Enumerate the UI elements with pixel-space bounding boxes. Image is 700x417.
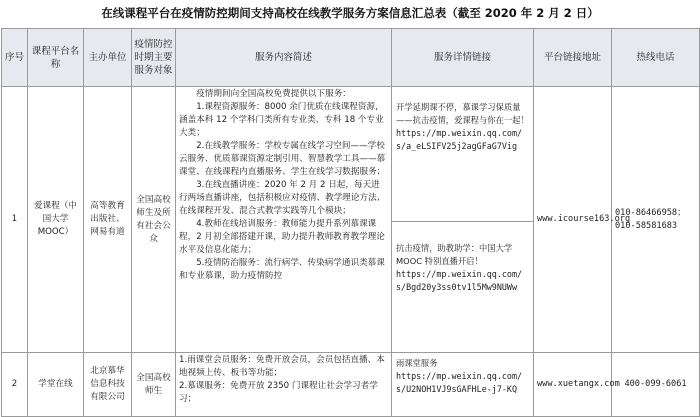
- content-line: 1.课程资源服务：8000 余门优质在线课程资源，涵盖本科 12 个学科门类所有专业类、专科 18 个专业大类；: [179, 102, 384, 138]
- detail-link[interactable]: https://mp.weixin.qq.com/s/U2NOH1VJ9sGAFHLe-j7-KQ: [396, 371, 523, 394]
- row-phone: 400-099-6061: [612, 353, 700, 417]
- detail-title: 开学延期课不停，慕课学习保质量——抗击疫情，爱课程与你在一起！: [396, 102, 529, 125]
- table-row: [2, 87, 700, 353]
- header-content: 服务内容简述: [176, 29, 392, 87]
- content-line: 疫情期间向全国高校免费提供以下服务：: [196, 89, 351, 99]
- header-phone: 热线电话: [612, 29, 700, 87]
- row-phone: 010-86466958；010-58581683: [612, 87, 700, 353]
- header-no: 序号: [2, 29, 28, 87]
- row-site-link[interactable]: www.icourse163.org: [534, 87, 612, 353]
- row-content: [176, 353, 392, 417]
- row-no: 2: [2, 353, 28, 417]
- content-line: 1.雨课堂会员服务：免费开放会员，会员包括直播、本地视频上传、板书等功能；: [179, 355, 385, 378]
- content-line: 5.疫情防治服务：流行病学、传染病学通识类慕课和专业慕课，助力疫情防控: [179, 258, 385, 281]
- content-line: 4.教师在线培训服务：教师能力提升系列慕课课程，2 月初全部搭建开课，助力提升教师教育教学理论水平及信息化能力；: [179, 219, 385, 255]
- row-org: 高等教育出版社、网易有道: [84, 87, 132, 353]
- detail-block: [392, 87, 533, 222]
- row-org: 北京慕华信息科技有限公司: [84, 353, 132, 417]
- header-org: 主办单位: [84, 29, 132, 87]
- row-no: 1: [2, 87, 28, 353]
- detail-link[interactable]: https://mp.weixin.qq.com/s/Bgd20y3ss0tv1l5Mw9NUWw: [396, 269, 523, 292]
- detail-link[interactable]: https://mp.weixin.qq.com/s/a_eLSIFV25j2agGFaG7Vig: [396, 128, 523, 151]
- row-target: 全国高校师生: [132, 353, 176, 417]
- table-row: [2, 353, 700, 417]
- detail-block: [392, 222, 533, 298]
- row-content: [176, 87, 392, 353]
- header-platform: 课程平台名称: [28, 29, 84, 87]
- detail-title: 抗击疫情，助教助学：中国大学 MOOC 特别直播开启！: [396, 243, 513, 266]
- detail-title: 雨课堂服务: [396, 358, 438, 368]
- content-line: 3.在线直播讲座：2020 年 2 月 2 日起，每天进行两场直播讲座，包括积极应对疫情、教学理论方法、在线课程开发、混合式教学实践等几个模块；: [179, 180, 386, 216]
- detail-block: [392, 353, 533, 400]
- page-title: 在线课程平台在疫情防控期间支持高校在线教学服务方案信息汇总表（截至 2020 年 2 月 2 日）: [101, 6, 599, 20]
- row-platform: 学堂在线: [28, 353, 84, 417]
- content-line: 2.在线教学服务：学校专属在线学习空间——学校云服务、优质慕课资源定制引用、智慧教学工具——慕课堂、在线课程内直播服务、学生在线学习数据服务；: [179, 141, 386, 177]
- row-detail: [392, 353, 534, 417]
- row-site-link[interactable]: www.xuetangx.com: [534, 353, 612, 417]
- row-platform: 爱课程（中国大学MOOC）: [28, 87, 84, 353]
- header-row: [2, 29, 700, 87]
- header-detail: 服务详情链接: [392, 29, 534, 87]
- row-target: 全国高校师生及所有社会公众: [132, 87, 176, 353]
- services-table: [1, 28, 700, 417]
- header-url: 平台链接地址: [534, 29, 612, 87]
- header-target: 疫情防控时期主要服务对象: [132, 29, 176, 87]
- row-detail: [392, 87, 534, 353]
- content-line: 2.慕课服务：免费开放 2350 门课程让社会学习者学习；: [179, 381, 378, 404]
